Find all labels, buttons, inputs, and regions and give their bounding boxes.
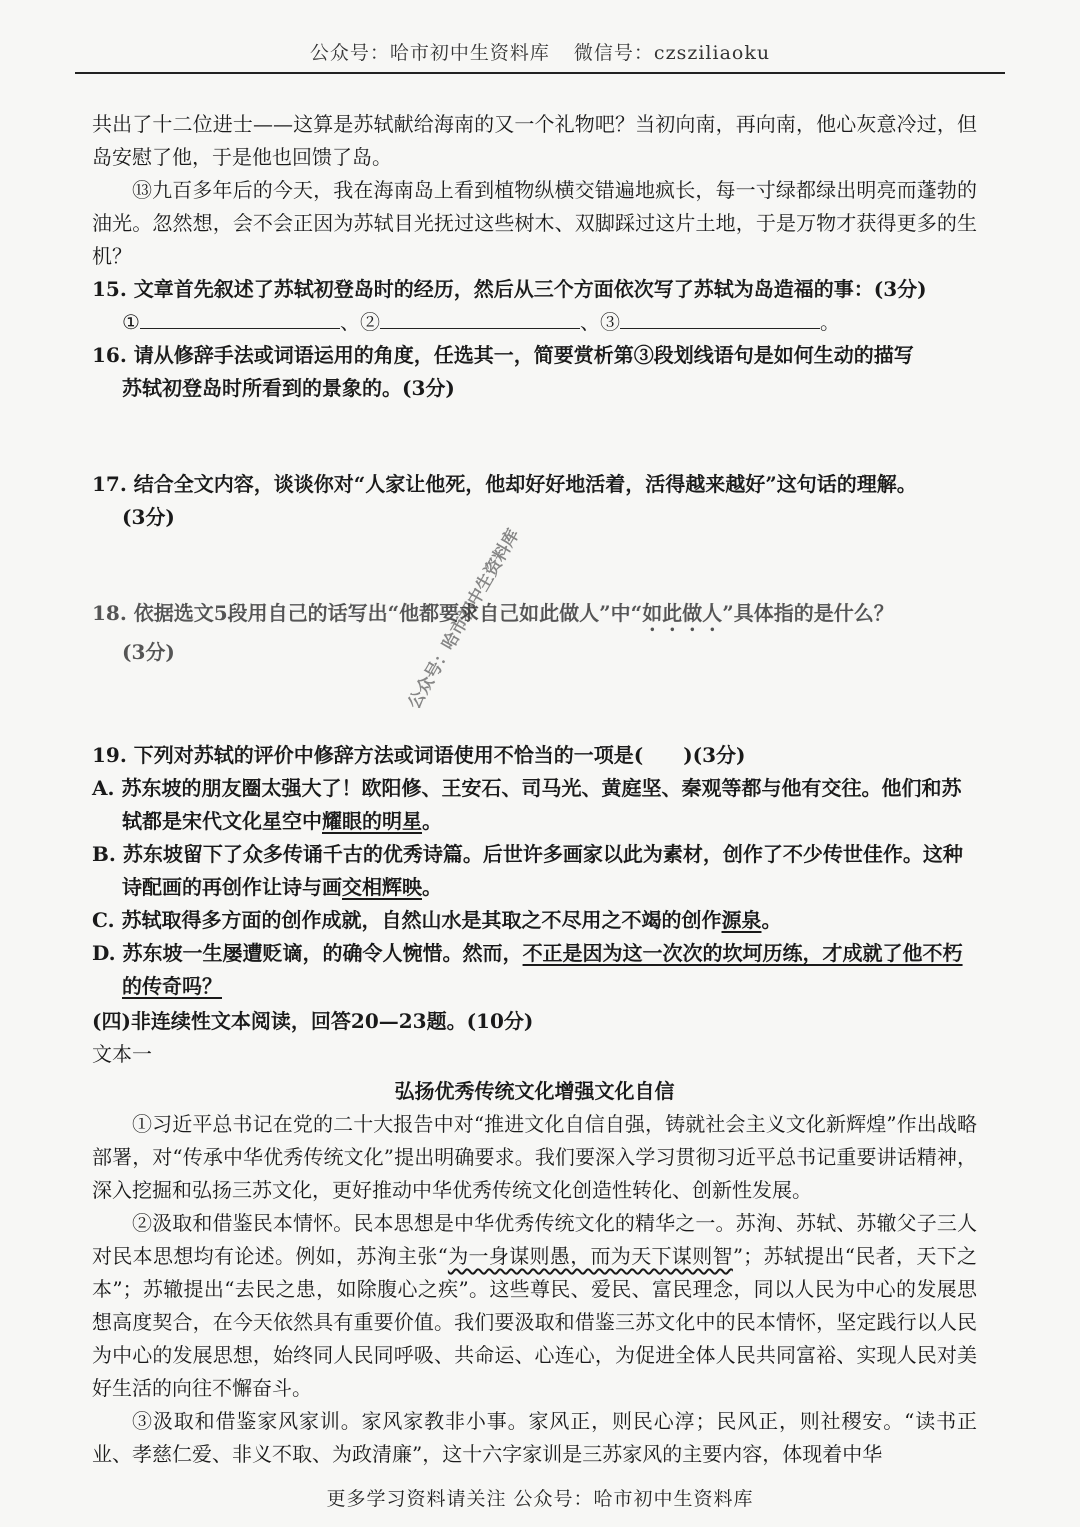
q18-part-a: 18. 依据选文5段用自己的话写出“他都要求自己如此做人”中“ xyxy=(92,601,643,625)
option-a[interactable] xyxy=(92,772,977,838)
option-d-underline: 不正是因为这一次次的坎坷历练，才成就了他不朽的传奇吗？ xyxy=(122,941,963,998)
option-c-text: C. 苏轼取得多方面的创作成就，自然山水是其取之不尽用之不竭的创作 xyxy=(92,908,722,932)
option-b-underline: 交相辉映 xyxy=(342,875,422,899)
question-18-line1 xyxy=(92,597,977,636)
option-b-text: B. 苏东坡留下了众多传诵千古的优秀诗篇。后世许多画家以此为素材，创作了不少传世佳作。这种诗配画的再创作让诗与画 xyxy=(92,842,963,899)
p2-part-b: ”；苏轼提出“民者，天下之本”；苏辙提出“去民之患，如除腹心之疾”。这些尊民、爱民、富民理念，同以人民为中心的发展思想高度契合，在今天依然具有重要价值。我们要汲取和借鉴三苏文化中的民本情怀，坚定践行以人民为中心的发展思想，始终同人民同呼吸、共命运、心连心，为促进全体人民共同富裕、实现人民对美好生活的向往不懈奋斗。 xyxy=(92,1244,978,1400)
answer-space-18[interactable] xyxy=(92,669,977,739)
question-19: 19. 下列对苏轼的评价中修辞方法或词语使用不恰当的一项是( )(3分) xyxy=(92,743,746,767)
answer-space-17[interactable] xyxy=(92,534,977,597)
passage-paragraph-13: ⑬九百多年后的今天，我在海南岛上看到植物纵横交错遍地疯长，每一寸绿都绿出明亮而蓬勃的油光。忽然想，会不会正因为苏轼目光抚过这些树木、双脚踩过这片土地，于是万物才获得更多的生机？ xyxy=(92,178,977,268)
option-c-underline: 源泉 xyxy=(721,908,762,932)
option-c[interactable] xyxy=(92,904,977,937)
header-account: 公众号：哈市初中生资料库 xyxy=(309,42,550,64)
p2-part-a: ②汲取和借鉴民本情怀。民本思想是中华优秀传统文化的精华之一。苏洵、苏轼、苏辙父子三人对民本思想均有论述。例如，苏洵主张“ xyxy=(92,1211,977,1268)
option-c-end: 。 xyxy=(761,908,782,932)
text-one-label: 文本一 xyxy=(92,1042,152,1066)
answer-space-16[interactable] xyxy=(92,405,977,468)
watermark: 公众号：哈市初中生资料库 xyxy=(404,525,524,713)
article-title: 弘扬优秀传统文化增强文化自信 xyxy=(394,1079,675,1103)
q18-emphasis: 如此做人 xyxy=(642,601,723,625)
question-16-line2: 苏轼初登岛时所看到的景象的。(3分) xyxy=(122,376,455,400)
page-content xyxy=(92,108,977,1471)
option-a-underline: 耀眼的明星 xyxy=(322,809,422,833)
header-wechat: 微信号：czsziliaoku xyxy=(573,42,771,64)
page-header xyxy=(0,38,1080,65)
article-paragraph-3: ③汲取和借鉴家风家训。家风家教非小事。家风正，则民心淳；民风正，则社稷安。“读书正业、孝慈仁爱、非义不取、为政清廉”，这十六字家训是三苏家风的主要内容，体现着中华 xyxy=(92,1409,977,1466)
section-4-heading: (四)非连续性文本阅读，回答20—23题。(10分) xyxy=(92,1009,534,1033)
article-paragraph-1: ①习近平总书记在党的二十大报告中对“推进文化自信自强，铸就社会主义文化新辉煌”作出战略部署，对“传承中华优秀传统文化”提出明确要求。我们要深入学习贯彻习近平总书记重要讲话精神，深入挖掘和弘扬三苏文化，更好推动中华优秀传统文化创造性转化、创新性发展。 xyxy=(92,1112,977,1202)
page-footer: 更多学习资料请关注 公众号：哈市初中生资料库 xyxy=(326,1488,754,1510)
header-rule xyxy=(75,72,1005,74)
answer-blank-2[interactable] xyxy=(380,306,580,329)
passage-paragraph-cont: 共出了十二位进士——这算是苏轼献给海南的又一个礼物吧？当初向南，再向南，他心灰意冷过，但岛安慰了他，于是他也回馈了岛。 xyxy=(92,112,977,169)
question-17-line1: 17. 结合全文内容，谈谈你对“人家让他死，他却好好地活着，活得越来越好”这句话的理解。 xyxy=(92,472,917,496)
option-b-end: 。 xyxy=(422,875,442,899)
answer-blank-1[interactable] xyxy=(140,306,340,329)
option-d[interactable] xyxy=(92,937,977,1003)
question-17-line2: (3分) xyxy=(122,505,175,529)
option-a-end: 。 xyxy=(422,809,442,833)
p2-wavy-quote: 为一身谋则愚，而为天下谋则智 xyxy=(447,1244,733,1268)
blank-2-label: ② xyxy=(359,310,380,334)
option-a-text: A. 苏东坡的朋友圈太强大了！欧阳修、王安石、司马光、黄庭坚、秦观等都与他有交往。他们和苏轼都是宋代文化星空中 xyxy=(92,776,962,833)
q18-part-c: ”具体指的是什么？ xyxy=(722,601,894,625)
option-b[interactable] xyxy=(92,838,977,904)
question-15-blanks: ① 、② 、③ 。 xyxy=(92,306,977,339)
blank-1-label: ① xyxy=(122,310,140,334)
question-16-line1: 16. 请从修辞手法或词语运用的角度，任选其一，简要赏析第③段划线语句是如何生动的描写 xyxy=(92,343,914,367)
question-18-line2: (3分) xyxy=(122,640,175,664)
article-paragraph-2 xyxy=(92,1207,977,1405)
blank-3-label: ③ xyxy=(599,310,620,334)
question-15: 15. 文章首先叙述了苏轼初登岛时的经历，然后从三个方面依次写了苏轼为岛造福的事：(3分) xyxy=(92,277,927,301)
answer-blank-3[interactable] xyxy=(620,306,820,329)
option-d-text: D. 苏东坡一生屡遭贬谪，的确令人惋惜。然而， xyxy=(92,941,523,965)
blank-end: 。 xyxy=(819,310,840,334)
